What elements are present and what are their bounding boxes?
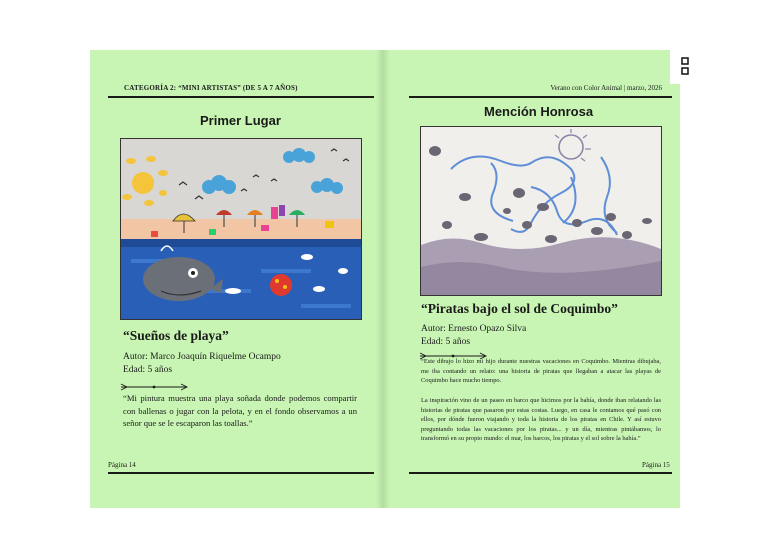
description-right-paragraph-1: “Este dibujo lo hizo mi hijo durante nuestras vacaciones en Coquimbo. Mientras dibujaba, me iba contando un relato: una historia de piratas que llegaban a atacar las playas de Coquimbo hace mucho tiempo.	[421, 358, 661, 385]
description-right-paragraph-2: La inspiración vino de un paseo en barco que hicimos por la bahía, donde iban relatando las historias de piratas que pasaron por estas costas. Luego, en casa le contamos qué pasó con ellos, por dónde fueron viajando y toda la historia de los piratas en Chile. Y así estuvo preguntando todas las vacaciones por los piratas... y un día, mientras pintábamos, lo transformó en su propio mundo: el mar, los barcos, los piratas y el sol sobre la bahía.”	[421, 397, 661, 443]
header-rule-left	[108, 96, 374, 98]
grid-view-icon[interactable]	[670, 50, 694, 84]
author-left: Autor: Marco Joaquín Riquelme Ocampo	[123, 352, 281, 362]
book-gutter	[376, 50, 390, 508]
page-number-right: Página 15	[642, 461, 670, 469]
section-title-first-place: Primer Lugar	[200, 113, 281, 128]
entry-title-right: “Piratas bajo el sol de Coquimbo”	[421, 301, 618, 316]
beach-painting-image	[120, 138, 362, 320]
pirate-drawing-image	[420, 126, 662, 296]
age-right: Edad: 5 años	[421, 337, 471, 347]
entry-title-left: “Sueños de playa”	[123, 328, 229, 343]
footer-rule-right	[409, 472, 672, 474]
page-number-left: Página 14	[108, 461, 136, 469]
header-rule-right	[409, 96, 672, 98]
magazine-header: Verano con Color Animal | marzo, 2026	[550, 84, 662, 92]
arrow-divider-icon	[119, 378, 189, 386]
arrow-divider-icon	[418, 347, 488, 355]
section-title-honorable-mention: Mención Honrosa	[484, 104, 594, 119]
category-header: CATEGORÍA 2: “MINI ARTISTAS” (DE 5 A 7 AÑOS)	[124, 84, 298, 92]
footer-rule-left	[108, 472, 374, 474]
description-left: “Mi pintura muestra una playa soñada donde podemos compartir con ballenas o jugar con la pelota, y en el fondo observamos a un señor que se le escaparon las toallas.”	[123, 393, 357, 428]
author-right: Autor: Ernesto Opazo Silva	[421, 324, 527, 334]
age-left: Edad: 5 años	[123, 365, 173, 375]
